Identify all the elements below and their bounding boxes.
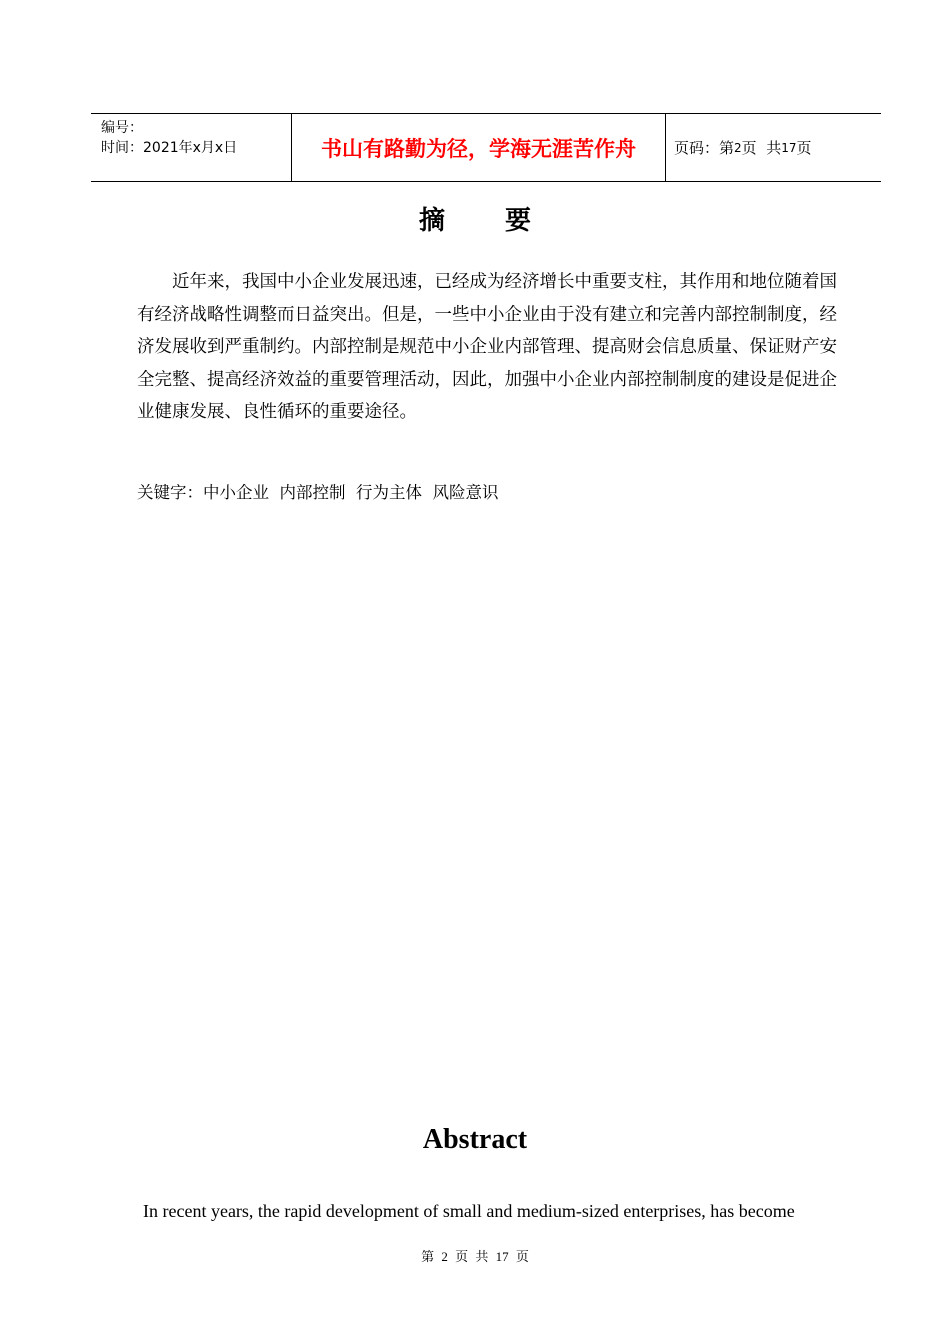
header-page-cell <box>666 114 881 181</box>
page-total-number: 17 <box>781 140 797 155</box>
abstract-body-en: In recent years, the rapid development of small and medium-sized enterprises, has become <box>143 1201 795 1221</box>
abstract-title-en: Abstract <box>422 1124 528 1155</box>
page-mid: 页 共 <box>741 139 782 157</box>
keywords-list: 中小企业 内部控制 行为主体 风险意识 <box>203 483 499 502</box>
header-motto: 书山有路勤为径，学海无涯苦作舟 <box>321 136 636 161</box>
page-current-number: 2 <box>734 140 742 155</box>
page-prefix: 页码：第 <box>674 139 735 157</box>
document-number-label: 编号： <box>101 120 143 136</box>
document-date-label: 时间：2021年x月x日 <box>101 140 238 156</box>
keywords-label: 关键字： <box>137 483 203 502</box>
header-motto-cell <box>292 114 666 181</box>
keywords-line <box>137 482 498 504</box>
abstract-title-cn: 摘要 <box>418 206 591 236</box>
page-suffix: 页 <box>796 139 812 157</box>
header-meta-cell <box>91 114 292 181</box>
document-header-table <box>91 113 881 182</box>
page-footer: 第 2 页 共 17 页 <box>421 1249 529 1264</box>
abstract-body-cn: 近年来，我国中小企业发展迅速，已经成为经济增长中重要支柱，其作用和地位随着国有经济战略性调整而日益突出。但是，一些中小企业由于没有建立和完善内部控制制度，经济发展收到严重制约。内部控制是规范中小企业内部管理、提高财会信息质量、保证财产安全完整、提高经济效益的重要管理活动，因此，加强中小企业内部控制制度的建设是促进企业健康发展、良性循环的重要途径。 <box>137 272 837 422</box>
